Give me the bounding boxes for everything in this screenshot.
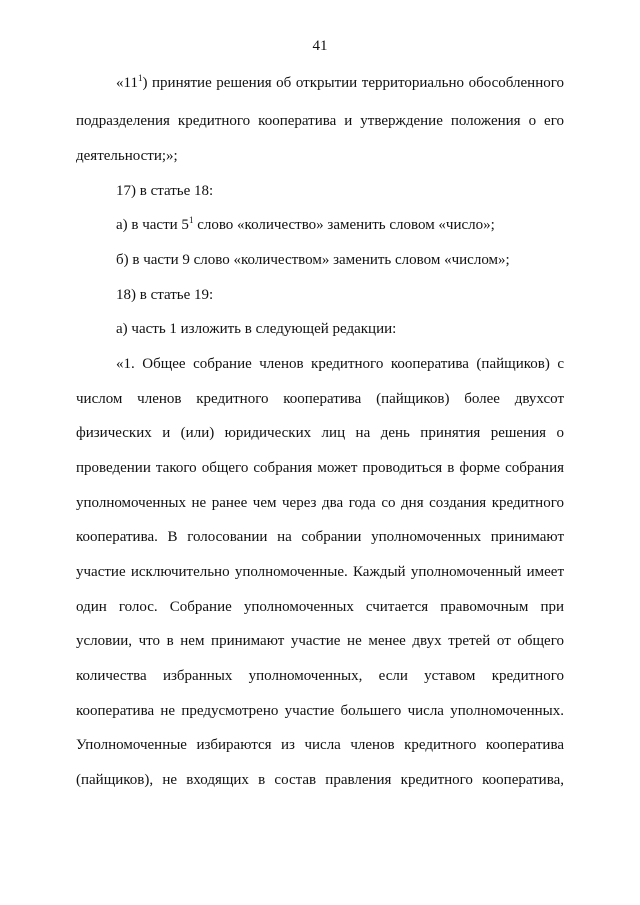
paragraph-line: уполномоченных не ранее чем через два года со дня создания кредитного <box>76 495 564 511</box>
page-number: 41 <box>312 38 328 54</box>
paragraph-line: участие исключительно уполномоченные. Каждый уполномоченный имеет <box>76 564 564 580</box>
paragraph-line: 17) в статье 18: <box>116 183 214 199</box>
paragraph-line: проведении такого общего собрания может проводиться в форме собрания <box>76 460 564 476</box>
paragraph-line: физических и (или) юридических лиц на день принятия решения о <box>76 425 564 441</box>
paragraph-line: условии, что в нем принимают участие не менее двух третей от общего <box>76 633 564 649</box>
paragraph-line: количества избранных уполномоченных, если уставом кредитного <box>76 668 564 684</box>
paragraph-line: числом членов кредитного кооператива (пайщиков) более двухсот <box>76 391 564 407</box>
paragraph-line: 18) в статье 19: <box>116 287 214 303</box>
paragraph-line: кооператива не предусмотрено участие большего числа уполномоченных. <box>76 703 564 719</box>
paragraph-line: а) в части $5^1$ слово «количество» заменить словом «число»; <box>116 215 495 233</box>
paragraph-line: Уполномоченные избираются из числа членов кредитного кооператива <box>76 737 564 753</box>
paragraph-line: (пайщиков), не входящих в состав правления кредитного кооператива, <box>76 772 564 788</box>
paragraph-line: «1. Общее собрание членов кредитного кооператива (пайщиков) с <box>116 356 564 372</box>
paragraph-line: «$11^1$) принятие решения об открытии территориально обособленного <box>116 73 564 91</box>
paragraph-line: деятельности;»; <box>76 148 178 164</box>
paragraph-line: подразделения кредитного кооператива и утверждение положения о его <box>76 113 564 129</box>
paragraph-line: а) часть 1 изложить в следующей редакции: <box>116 321 397 337</box>
paragraph-line: б) в части 9 слово «количеством» заменить словом «числом»; <box>116 252 510 268</box>
paragraph-line: кооператива. В голосовании на собрании уполномоченных принимают <box>76 529 564 545</box>
paragraph-line: один голос. Собрание уполномоченных считается правомочным при <box>76 599 564 615</box>
